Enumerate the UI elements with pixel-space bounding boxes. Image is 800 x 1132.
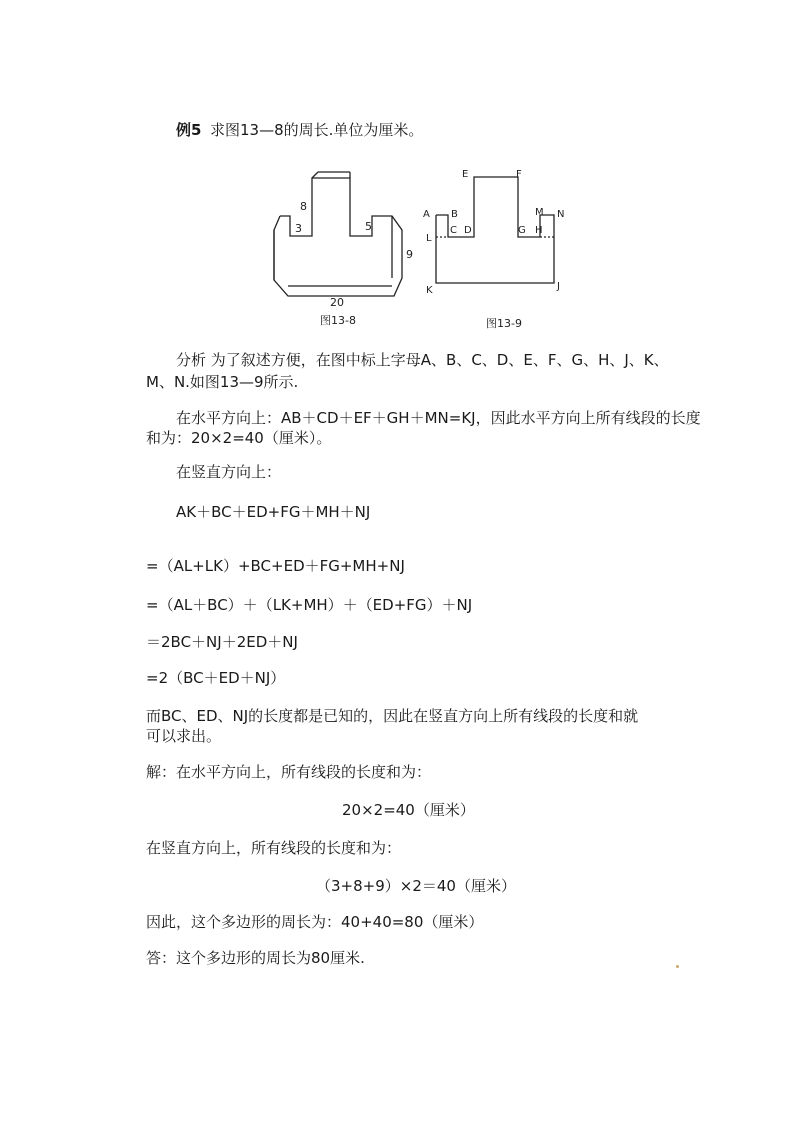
fig2-label-F: F	[516, 169, 522, 180]
equation-4: ＝2BC＋NJ＋2ED＋NJ	[146, 633, 298, 651]
fig2-label-H: H	[535, 225, 543, 236]
fig1-outline	[274, 178, 402, 296]
vertical-intro: 在竖直方向上：	[176, 463, 282, 481]
fig2-label-C: C	[450, 225, 457, 236]
solution-intro: 解：在水平方向上，所有线段的长度和为：	[146, 763, 432, 781]
fig1-label-3: 3	[295, 222, 302, 235]
analysis-line-2: M、N.如图13—9所示.	[146, 373, 299, 391]
equation-5: =2（BC＋ED＋NJ）	[146, 669, 286, 687]
equation-1: AK＋BC＋ED+FG＋MH＋NJ	[176, 503, 371, 521]
horizontal-line-1: 在水平方向上：AB＋CD＋EF＋GH＋MN=KJ，因此水平方向上所有线段的长度	[176, 409, 701, 427]
known-line-1: 而BC、ED、NJ的长度都是已知的，因此在竖直方向上所有线段的长度和就	[146, 707, 639, 725]
solution-perimeter: 因此，这个多边形的周长为：40+40=80（厘米）	[146, 913, 484, 931]
analysis-line-1: 分析 为了叙述方便，在图中标上字母A、B、C、D、E、F、G、H、J、K、	[176, 351, 669, 369]
example-label: 例5	[176, 121, 202, 139]
fig2-label-G: G	[518, 225, 526, 236]
fig2-label-D: D	[464, 225, 472, 236]
fig1-label-5: 5	[365, 220, 372, 233]
fig2-label-K: K	[426, 285, 433, 296]
figure-13-8	[262, 168, 422, 338]
fig2-label-E: E	[462, 169, 469, 180]
fig2-label-B: B	[451, 209, 458, 220]
example-question: 求图13—8的周长.单位为厘米。	[210, 121, 424, 139]
fig2-label-A: A	[423, 209, 430, 220]
fig1-label-8: 8	[300, 200, 307, 213]
solution-answer: 答：这个多边形的周长为80厘米.	[146, 949, 365, 967]
scan-speck	[676, 965, 679, 968]
equation-3: =（AL＋BC）＋（LK+MH）＋（ED+FG）＋NJ	[146, 596, 473, 614]
fig2-label-J: J	[557, 281, 560, 292]
horizontal-line-2: 和为：20×2=40（厘米）。	[146, 429, 332, 447]
fig2-label-M: M	[535, 207, 544, 218]
fig1-top-depth	[312, 172, 318, 178]
fig2-label-N: N	[557, 209, 565, 220]
fig2-caption: 图13-9	[486, 317, 522, 330]
fig1-caption: 图13-8	[320, 314, 356, 327]
fig1-label-9: 9	[406, 248, 413, 261]
solution-vertical: 在竖直方向上，所有线段的长度和为：	[146, 839, 402, 857]
figure-13-9	[418, 165, 588, 335]
solution-formula-vertical: （3+8+9）×2＝40（厘米）	[316, 877, 516, 895]
fig2-label-L: L	[426, 233, 432, 244]
equation-2: =（AL+LK）+BC+ED＋FG+MH+NJ	[146, 557, 405, 575]
solution-formula-horizontal: 20×2=40（厘米）	[342, 801, 475, 819]
fig1-label-20: 20	[330, 296, 344, 309]
known-line-2: 可以求出。	[146, 727, 222, 745]
